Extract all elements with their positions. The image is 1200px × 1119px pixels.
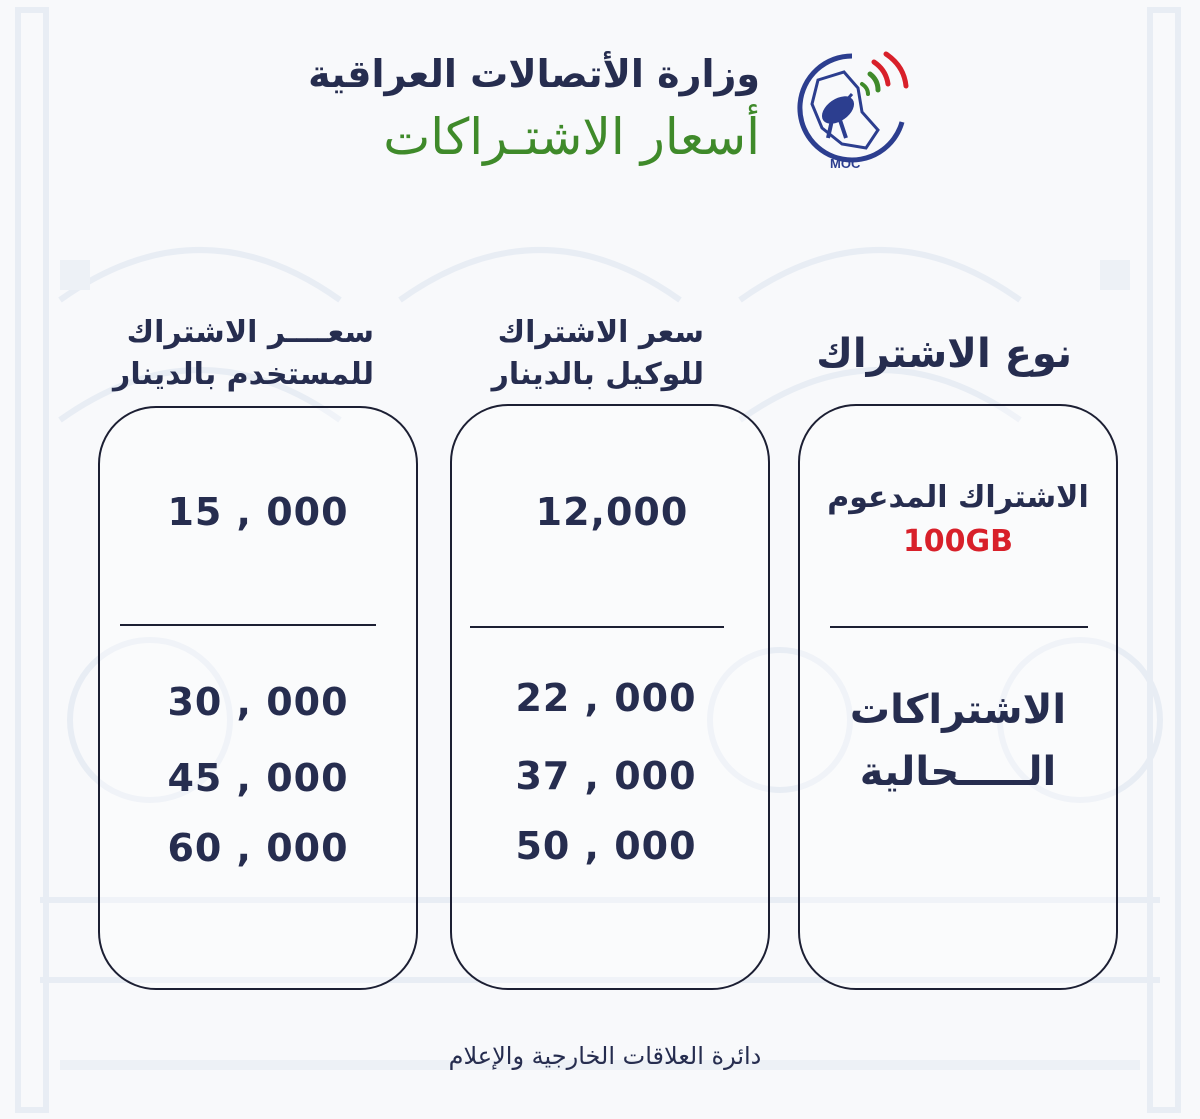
current-subscriptions-line1: الاشتراكات <box>849 687 1067 733</box>
user-card-divider <box>120 624 376 626</box>
type-card-divider <box>830 626 1088 628</box>
moc-logo-icon <box>782 44 914 174</box>
page-header <box>308 48 760 168</box>
page-subtitle: أسعار الاشتـراكات <box>383 108 760 166</box>
agent-price-header-line2: للوكيل بالدينار <box>491 357 704 392</box>
user-price-current-2: 45 , 000 <box>167 756 349 800</box>
footer-department: دائرة العلاقات الخارجية والإعلام <box>448 1042 762 1070</box>
agent-card-divider <box>470 626 724 628</box>
user-price-current-3: 60 , 000 <box>167 826 349 870</box>
type-column-header-text: نوع الاشتراك <box>816 331 1072 377</box>
agent-price-header-line1: سعر الاشتراك <box>497 315 704 350</box>
ministry-title: وزارة الأتصالات العراقية <box>308 52 760 96</box>
agent-price-supported: 12,000 <box>535 490 689 534</box>
supported-subscription-label: الاشتراك المدعوم <box>827 480 1089 515</box>
agent-price-header <box>492 312 704 396</box>
type-column-header <box>816 328 1072 380</box>
moc-logo <box>782 44 914 174</box>
agent-price-current-3: 50 , 000 <box>515 824 697 868</box>
user-price-header <box>113 312 374 396</box>
user-price-header-line1: سعــــر الاشتراك <box>126 315 374 350</box>
user-price-supported: 15 , 000 <box>167 490 349 534</box>
user-price-header-line2: للمستخدم بالدينار <box>113 357 374 392</box>
agent-price-current-1: 22 , 000 <box>515 676 697 720</box>
agent-price-current-2: 37 , 000 <box>515 754 697 798</box>
current-subscriptions-line2: الـــــحالية <box>859 749 1057 795</box>
moc-logo-text: MOC <box>830 156 861 171</box>
user-price-current-1: 30 , 000 <box>167 680 349 724</box>
supported-subscription-size: 100GB <box>902 524 1014 559</box>
